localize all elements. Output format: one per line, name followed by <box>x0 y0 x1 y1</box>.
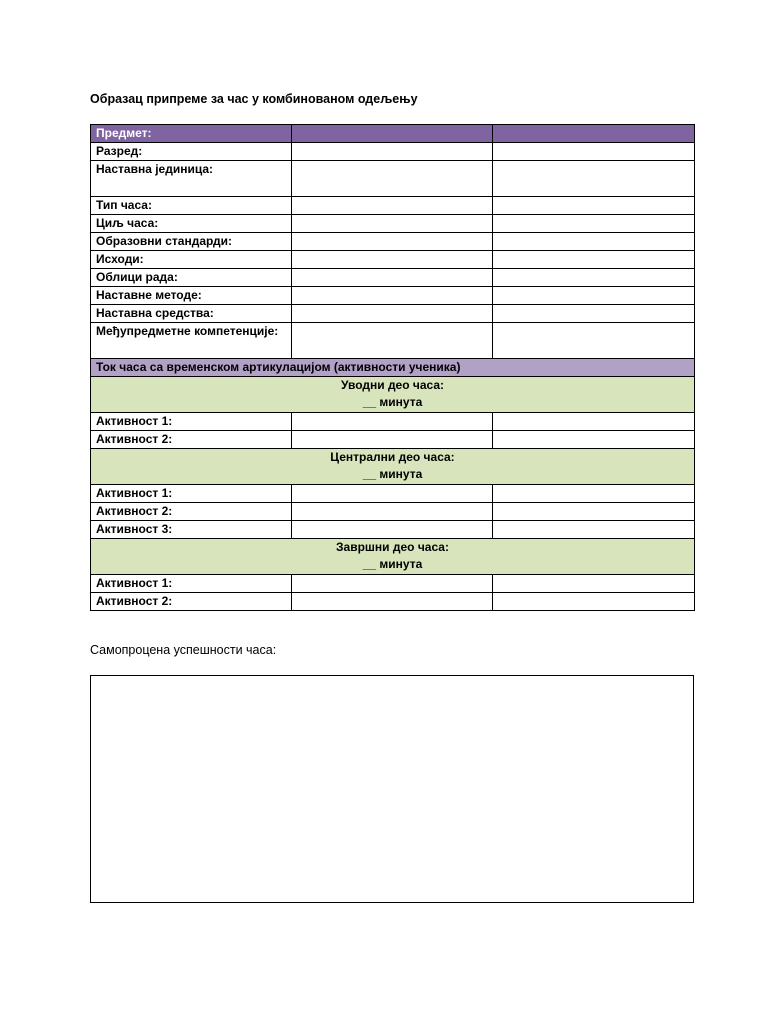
section-title: Завршни део часа: <box>336 540 449 554</box>
work-forms-label: Облици рада: <box>91 269 292 287</box>
self-evaluation-label: Самопроцена успешности часа: <box>90 643 277 657</box>
table-cell[interactable] <box>493 143 695 161</box>
table-cell[interactable] <box>292 305 493 323</box>
self-evaluation-box[interactable] <box>90 675 694 903</box>
lesson-goal-label: Циљ часа: <box>91 215 292 233</box>
final-section-header <box>91 539 695 575</box>
table-cell[interactable] <box>292 143 493 161</box>
section-header-row <box>91 539 695 575</box>
activity-label: Активност 3: <box>91 521 292 539</box>
activity-label: Активност 1: <box>91 413 292 431</box>
table-cell[interactable] <box>292 485 493 503</box>
section-duration: __ минута <box>362 557 423 571</box>
table-cell[interactable] <box>292 323 493 359</box>
table-cell[interactable] <box>493 287 695 305</box>
table-cell[interactable] <box>493 305 695 323</box>
cross-curricular-label: Међупредметне компетенције: <box>91 323 292 359</box>
table-cell[interactable] <box>292 161 493 197</box>
table-cell[interactable] <box>493 269 695 287</box>
subject-label: Предмет: <box>91 125 292 143</box>
table-cell[interactable] <box>292 593 493 611</box>
course-flow-label: Ток часа са временском артикулацијом (активности ученика) <box>91 359 695 377</box>
central-section-header <box>91 449 695 485</box>
table-cell[interactable] <box>292 413 493 431</box>
table-row <box>91 575 695 593</box>
table-row <box>91 431 695 449</box>
table-cell[interactable] <box>292 215 493 233</box>
section-duration: __ минута <box>362 395 423 409</box>
table-row <box>91 503 695 521</box>
table-cell[interactable] <box>292 251 493 269</box>
table-cell[interactable] <box>493 413 695 431</box>
activity-label: Активност 1: <box>91 485 292 503</box>
table-cell[interactable] <box>493 215 695 233</box>
activity-label: Активност 2: <box>91 431 292 449</box>
table-row <box>91 143 695 161</box>
table-cell[interactable] <box>493 575 695 593</box>
table-row <box>91 305 695 323</box>
activity-label: Активност 1: <box>91 575 292 593</box>
table-cell[interactable] <box>493 251 695 269</box>
subject-cell-3[interactable] <box>493 125 695 143</box>
table-row <box>91 323 695 359</box>
section-title: Централни део часа: <box>330 450 455 464</box>
table-cell[interactable] <box>493 323 695 359</box>
activity-label: Активност 2: <box>91 503 292 521</box>
lesson-plan-table <box>90 124 695 611</box>
course-flow-row <box>91 359 695 377</box>
intro-section-header <box>91 377 695 413</box>
table-row <box>91 521 695 539</box>
table-cell[interactable] <box>292 431 493 449</box>
table-cell[interactable] <box>493 233 695 251</box>
document-title: Образац припреме за час у комбинованом одељењу <box>90 92 418 106</box>
table-cell[interactable] <box>292 269 493 287</box>
table-cell[interactable] <box>493 503 695 521</box>
section-header-row <box>91 377 695 413</box>
table-row <box>91 287 695 305</box>
table-row <box>91 161 695 197</box>
teaching-aids-label: Наставна средства: <box>91 305 292 323</box>
table-cell[interactable] <box>292 197 493 215</box>
table-cell[interactable] <box>292 287 493 305</box>
table-row <box>91 215 695 233</box>
lesson-type-label: Тип часа: <box>91 197 292 215</box>
table-row <box>91 197 695 215</box>
table-row <box>91 485 695 503</box>
table-cell[interactable] <box>292 233 493 251</box>
educational-standards-label: Образовни стандарди: <box>91 233 292 251</box>
table-header-row <box>91 125 695 143</box>
table-cell[interactable] <box>493 161 695 197</box>
table-row <box>91 593 695 611</box>
activity-label: Активност 2: <box>91 593 292 611</box>
section-title: Уводни део часа: <box>340 378 445 392</box>
table-cell[interactable] <box>493 521 695 539</box>
table-cell[interactable] <box>493 593 695 611</box>
table-cell[interactable] <box>292 575 493 593</box>
table-cell[interactable] <box>493 431 695 449</box>
table-row <box>91 251 695 269</box>
outcomes-label: Исходи: <box>91 251 292 269</box>
teaching-methods-label: Наставне методе: <box>91 287 292 305</box>
section-duration: __ минута <box>362 467 423 481</box>
table-row <box>91 413 695 431</box>
table-cell[interactable] <box>493 485 695 503</box>
table-row <box>91 233 695 251</box>
table-cell[interactable] <box>493 197 695 215</box>
section-header-row <box>91 449 695 485</box>
table-cell[interactable] <box>292 503 493 521</box>
teaching-unit-label: Наставна јединица: <box>91 161 292 197</box>
table-cell[interactable] <box>292 521 493 539</box>
table-row <box>91 269 695 287</box>
grade-label: Разред: <box>91 143 292 161</box>
subject-cell-2[interactable] <box>292 125 493 143</box>
